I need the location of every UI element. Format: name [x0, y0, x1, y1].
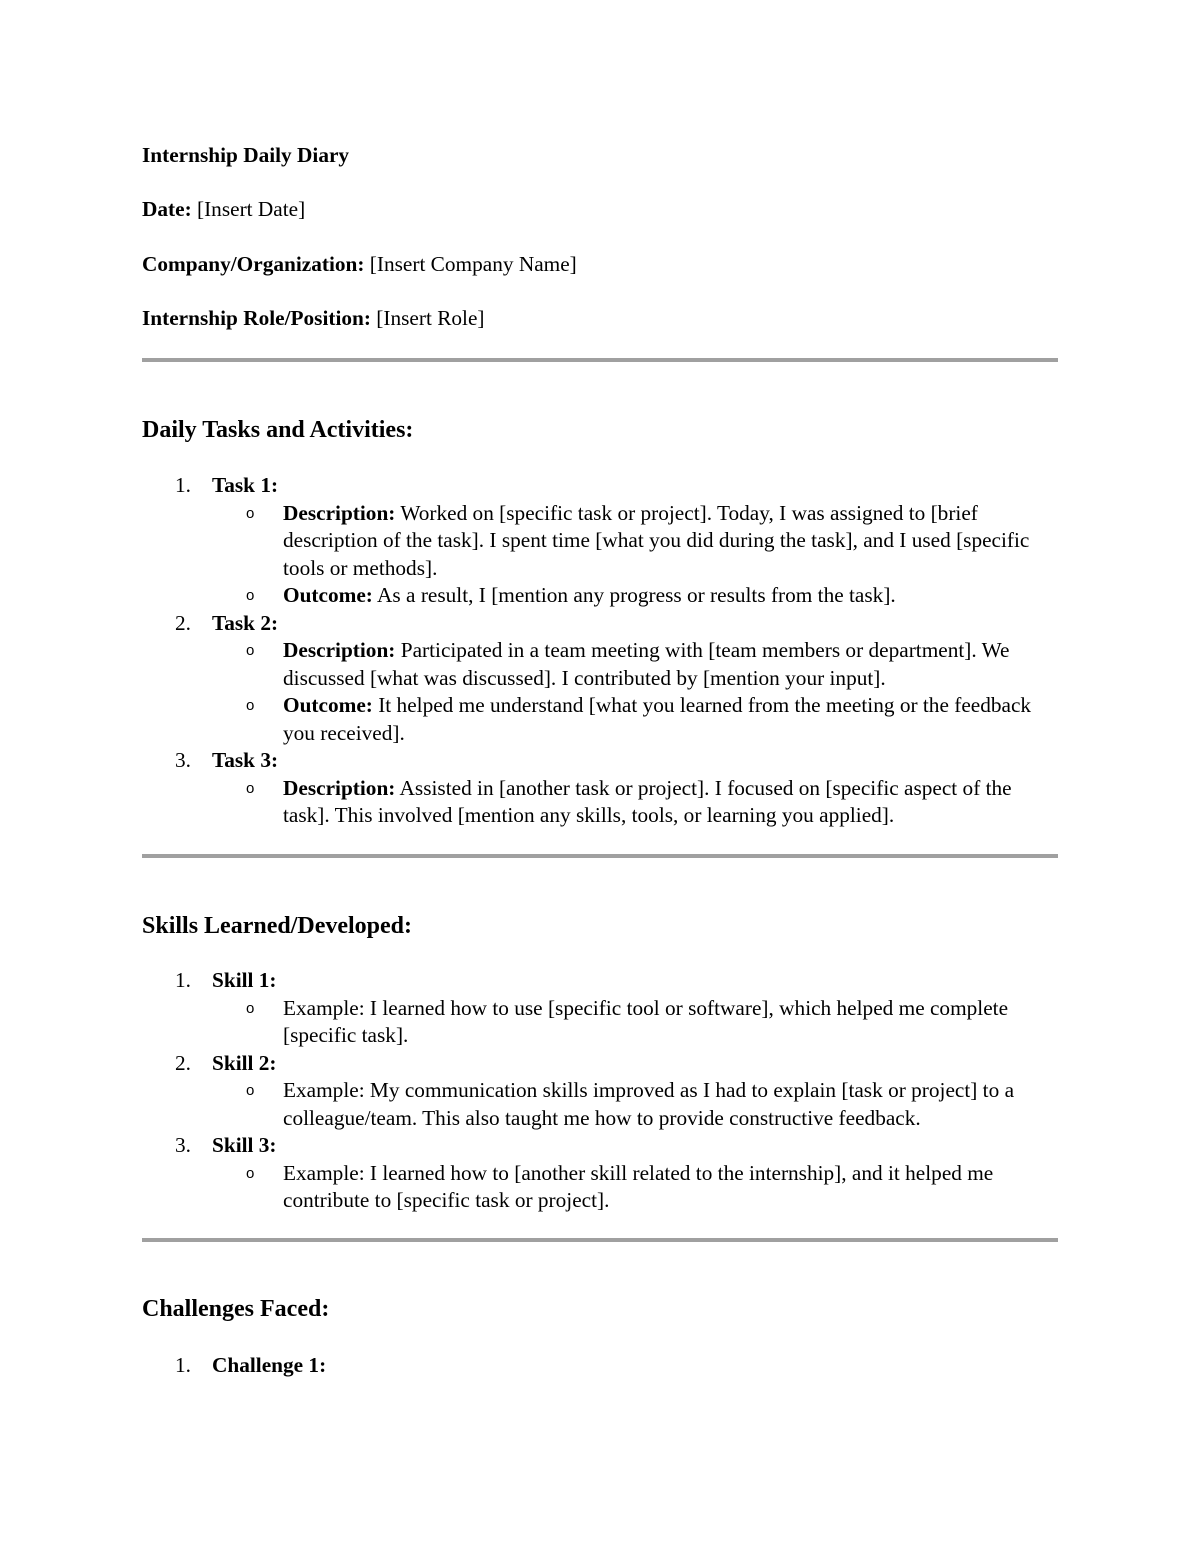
list-number: 2. — [175, 610, 191, 635]
skill-sublist — [212, 1160, 1058, 1215]
skill-list — [142, 967, 1058, 1215]
skill-label: Skill 3: — [212, 1133, 277, 1157]
sub-item — [212, 1160, 1058, 1215]
sub-item — [212, 582, 1058, 610]
task-sublist — [212, 637, 1058, 747]
list-item-task-2 — [142, 610, 1058, 748]
sub-item-text: Example: I learned how to use [specific tool or software], which helped me complete [specific task]. — [283, 995, 1009, 1047]
meta-role-value: [Insert Role] — [376, 306, 485, 330]
meta-company — [142, 251, 1058, 279]
list-number: 3. — [175, 1133, 191, 1157]
bullet-icon: o — [246, 779, 255, 797]
meta-role — [142, 305, 1058, 333]
document-title: Internship Daily Diary — [142, 143, 350, 167]
sub-item — [212, 692, 1058, 747]
horizontal-rule — [142, 854, 1058, 858]
list-number: 1. — [175, 1353, 191, 1377]
bullet-icon: o — [246, 504, 255, 522]
sub-item — [212, 775, 1058, 830]
sub-item-text: As a result, I [mention any progress or results from the task]. — [377, 583, 896, 607]
sub-item-text: Worked on [specific task or project]. Today, I was assigned to [brief description of the task]. I spent time [what you did during the task], and I used [specific tools or methods]. — [283, 500, 1030, 580]
section-heading-tasks: Daily Tasks and Activities: — [142, 417, 414, 443]
bullet-icon: o — [246, 697, 255, 714]
task-sublist — [212, 775, 1058, 830]
sub-item-text: Example: I learned how to [another skill related to the internship], and it helped me contribute to [specific task or project]. — [283, 1160, 994, 1212]
meta-role-label: Internship Role/Position: — [142, 306, 371, 330]
meta-date-label: Date: — [142, 197, 192, 221]
challenge-label: Challenge 1: — [212, 1353, 327, 1377]
list-item-skill-3 — [142, 1132, 1058, 1215]
sub-item — [212, 637, 1058, 692]
meta-date-value: [Insert Date] — [197, 197, 306, 221]
bullet-icon: o — [246, 999, 255, 1017]
list-number: 3. — [175, 748, 191, 772]
challenge-list — [142, 1352, 1058, 1380]
sub-item-label: Outcome: — [283, 583, 373, 607]
sub-item-label: Description: — [283, 500, 396, 525]
skill-sublist — [212, 995, 1058, 1050]
horizontal-rule — [142, 358, 1058, 362]
list-item-task-3 — [142, 747, 1058, 830]
sub-item — [212, 500, 1058, 583]
list-item-task-1 — [142, 472, 1058, 610]
sub-item-label: Description: — [283, 638, 396, 662]
sub-item-label: Outcome: — [283, 693, 373, 717]
task-label: Task 1: — [212, 473, 279, 497]
sub-item-label: Description: — [283, 775, 396, 800]
task-sublist — [212, 500, 1058, 610]
sub-item-text: Participated in a team meeting with [team members or department]. We discussed [what was discussed]. I contributed by [mention your input]. — [283, 638, 1010, 690]
sub-item — [212, 1077, 1058, 1132]
sub-item — [212, 995, 1058, 1050]
task-label: Task 3: — [212, 748, 279, 772]
bullet-icon: o — [246, 1082, 255, 1099]
sub-item-text: It helped me understand [what you learned from the meeting or the feedback you received]. — [283, 693, 1032, 745]
section-heading-challenges: Challenges Faced: — [142, 1296, 330, 1322]
bullet-icon: o — [246, 642, 255, 659]
meta-company-label: Company/Organization: — [142, 252, 365, 276]
sub-item-text: Example: My communication skills improved as I had to explain [task or project] to a colleague/team. This also taught me how to provide constructive feedback. — [283, 1078, 1015, 1130]
list-number: 1. — [175, 473, 191, 497]
skill-sublist — [212, 1077, 1058, 1132]
horizontal-rule — [142, 1238, 1058, 1242]
list-item-challenge-1 — [142, 1352, 1058, 1380]
task-label: Task 2: — [212, 610, 279, 635]
bullet-icon: o — [246, 1164, 255, 1182]
list-number: 1. — [175, 968, 191, 992]
list-item-skill-2 — [142, 1050, 1058, 1133]
list-number: 2. — [175, 1050, 191, 1075]
meta-company-value: [Insert Company Name] — [369, 252, 577, 276]
meta-date — [142, 196, 1058, 224]
task-list — [142, 472, 1058, 830]
list-item-skill-1 — [142, 967, 1058, 1050]
skill-label: Skill 2: — [212, 1050, 277, 1075]
bullet-icon: o — [246, 587, 255, 604]
skill-label: Skill 1: — [212, 968, 277, 992]
sub-item-text: Assisted in [another task or project]. I focused on [specific aspect of the task]. This involved [mention any skills, tools, or learning you applied]. — [283, 775, 1012, 827]
section-heading-skills: Skills Learned/Developed: — [142, 913, 413, 939]
